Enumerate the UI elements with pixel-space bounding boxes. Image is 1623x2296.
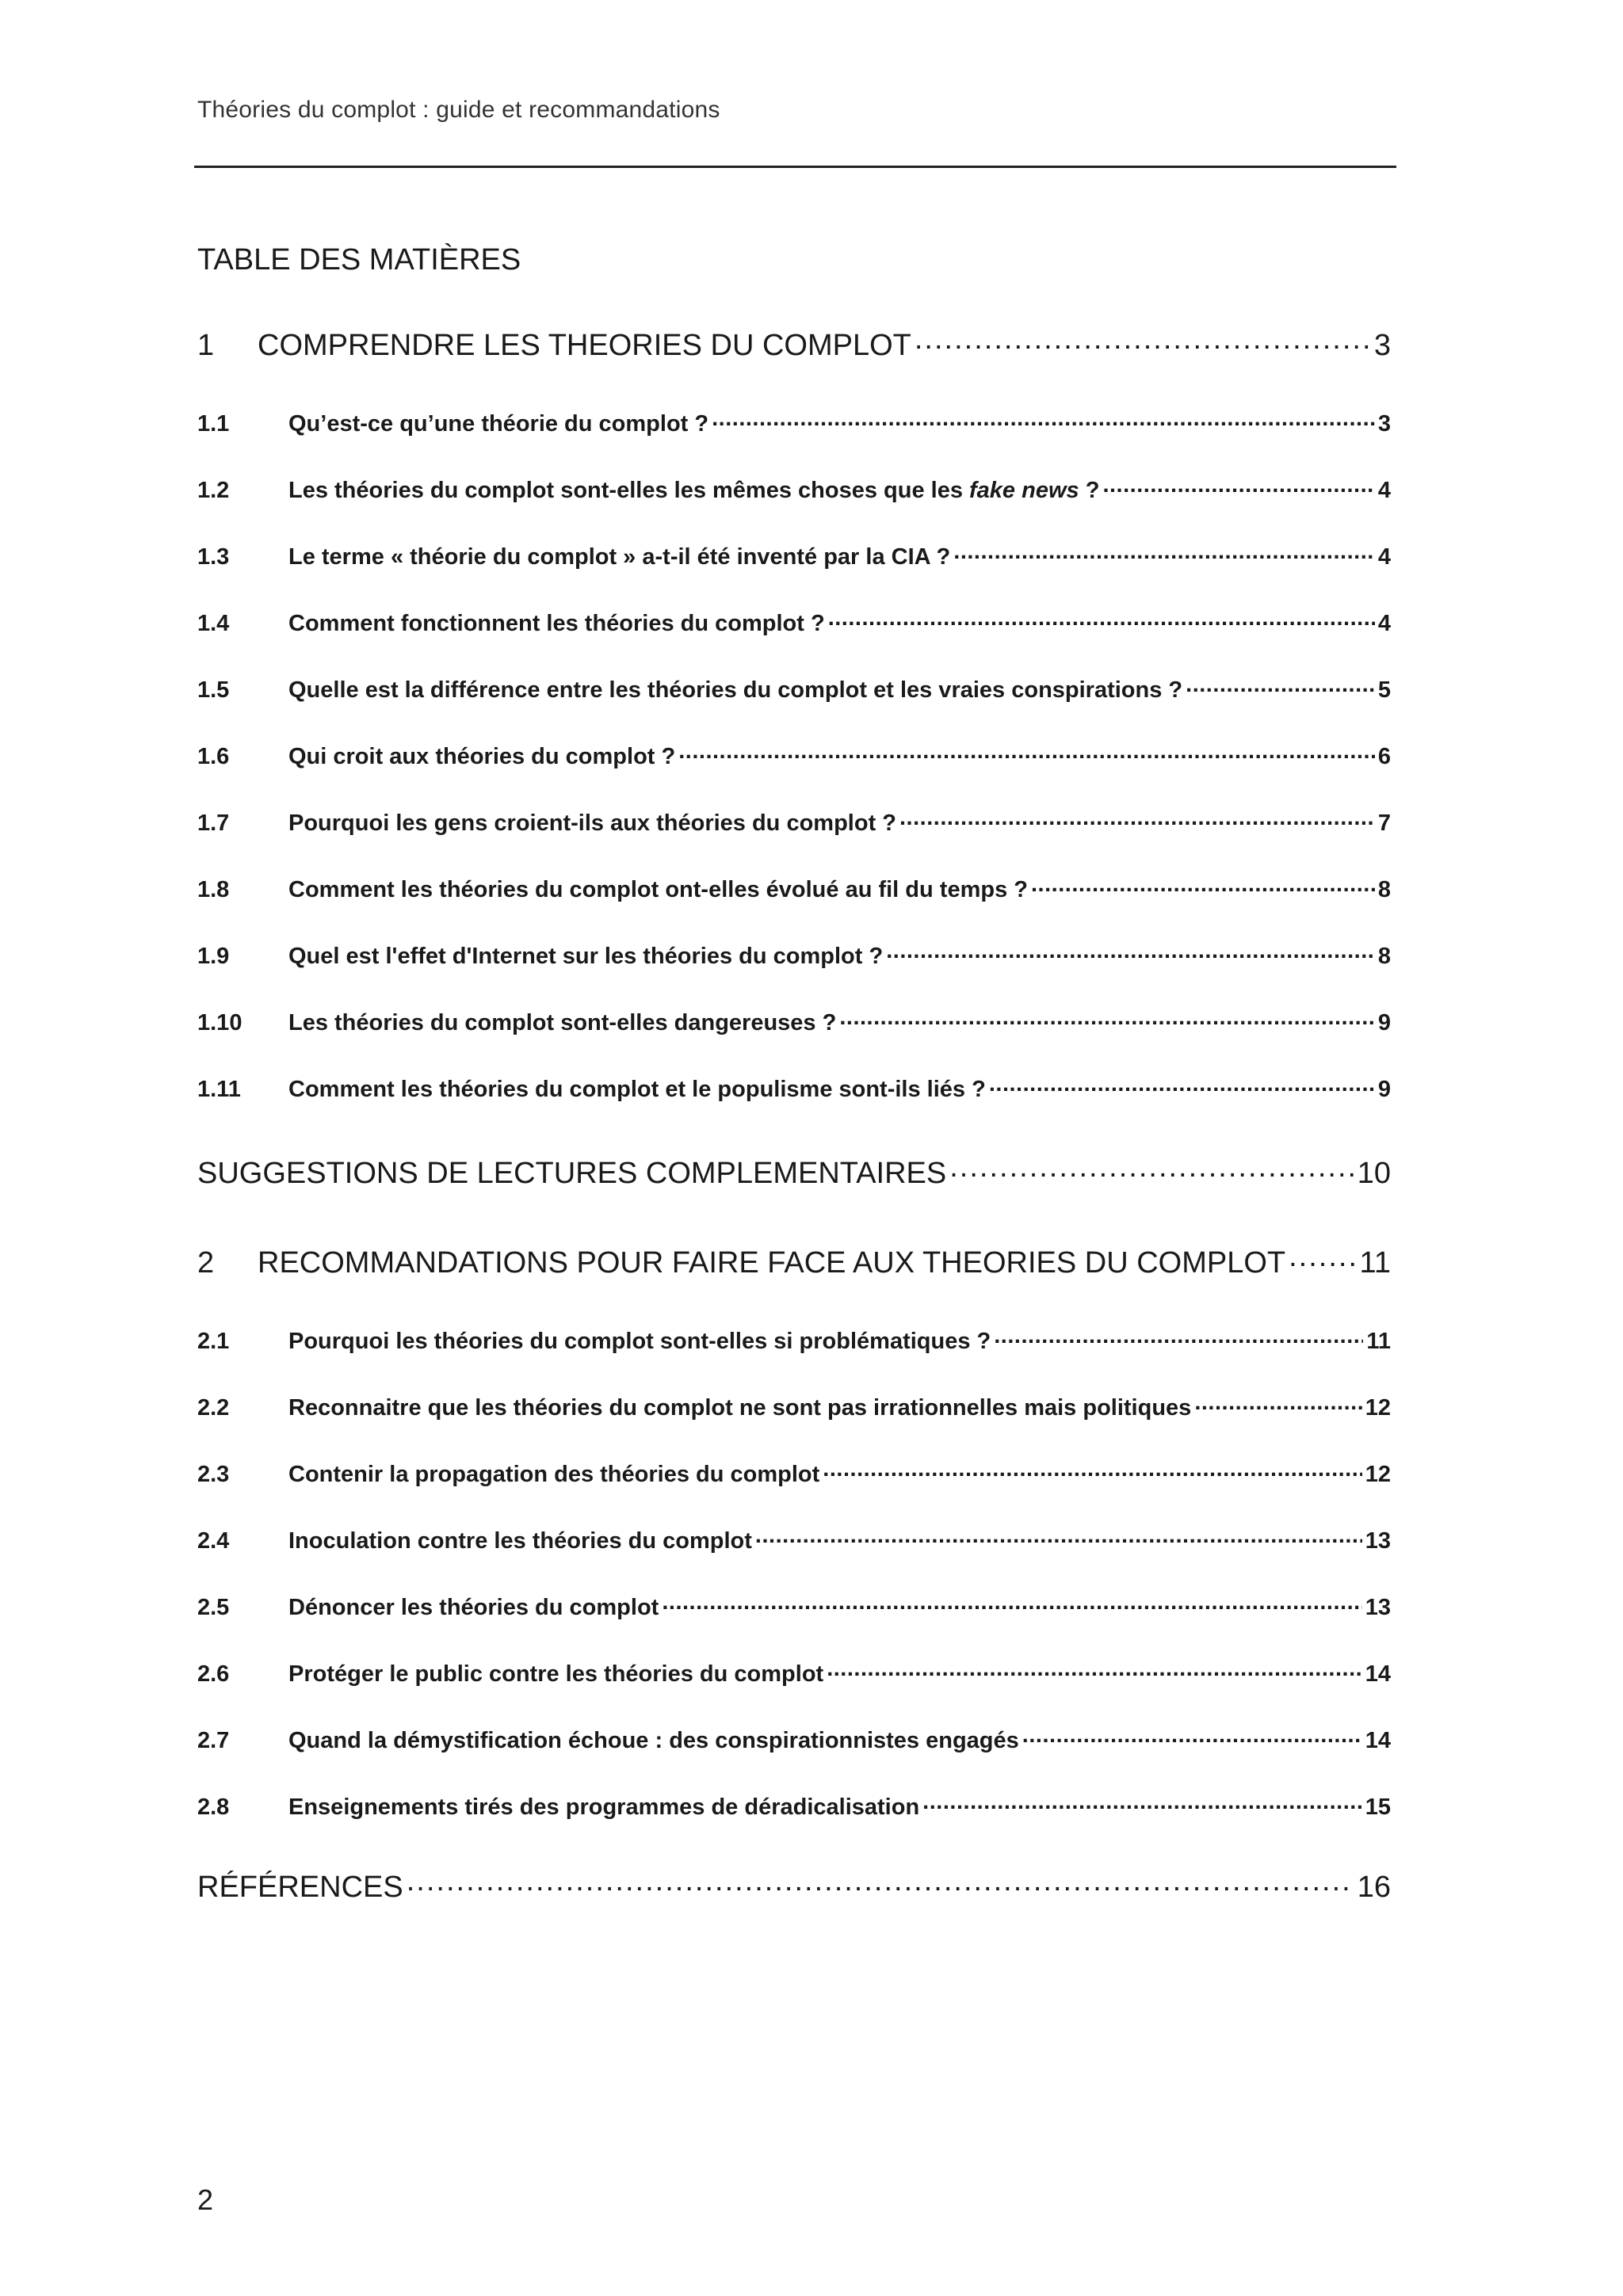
toc-entry-page: 9: [1377, 1077, 1391, 1102]
dot-leader: [915, 325, 1371, 355]
toc-entry-title: Comment les théories du complot ont-elles évolué au fil du temps ?: [288, 877, 1028, 902]
dot-leader: [712, 408, 1375, 431]
toc-entry-title: Contenir la propagation des théories du complot: [288, 1462, 820, 1487]
toc-entry[interactable]: [197, 325, 1391, 363]
toc-entry[interactable]: [197, 475, 1391, 504]
toc-entry-number: 2.7: [197, 1728, 230, 1753]
running-header: Théories du complot : guide et recommandations: [197, 97, 720, 123]
toc-entry-title: SUGGESTIONS DE LECTURES COMPLEMENTAIRES: [197, 1157, 947, 1190]
toc-entry-page: 8: [1377, 944, 1391, 969]
toc-entry-title: RÉFÉRENCES: [197, 1871, 403, 1904]
toc-entry-number: 2.2: [197, 1395, 230, 1421]
toc-entry-title: RECOMMANDATIONS POUR FAIRE FACE AUX THEORIES DU COMPLOT: [258, 1246, 1286, 1280]
dot-leader: [1289, 1242, 1356, 1272]
dot-leader: [922, 1791, 1362, 1814]
toc-entry-title: Qu’est-ce qu’une théorie du complot ?: [288, 411, 709, 437]
toc-entry-number: 2.5: [197, 1595, 230, 1620]
toc-entry-page: 8: [1377, 877, 1391, 902]
toc-entry-page: 6: [1377, 744, 1391, 769]
toc-entry-page: 13: [1365, 1528, 1391, 1554]
dot-leader: [839, 1007, 1375, 1030]
toc-entry-number: 1.3: [197, 544, 230, 570]
toc-entry-page: 7: [1377, 810, 1391, 836]
toc-entry-page: 16: [1357, 1871, 1391, 1904]
dot-leader: [827, 1658, 1362, 1681]
toc-entry-title: Quel est l'effet d'Internet sur les théories du complot ?: [288, 944, 884, 969]
toc-entry-title: Dénoncer les théories du complot: [288, 1595, 659, 1620]
dot-leader: [953, 541, 1375, 564]
toc-entry[interactable]: [197, 1459, 1391, 1488]
toc-entry-page: 11: [1366, 1329, 1391, 1354]
toc-entry-number: 2: [197, 1246, 215, 1280]
toc-heading: TABLE DES MATIÈRES: [197, 243, 521, 277]
toc-entry[interactable]: [197, 674, 1391, 704]
toc-entry-page: 4: [1377, 478, 1391, 503]
toc-entry-title: Pourquoi les théories du complot sont-elles si problématiques ?: [288, 1329, 991, 1354]
toc-entry[interactable]: [197, 1725, 1391, 1754]
toc-entry[interactable]: [197, 874, 1391, 903]
dot-leader: [407, 1867, 1354, 1897]
toc-entry[interactable]: [197, 1325, 1391, 1355]
toc-entry[interactable]: [197, 1525, 1391, 1554]
toc-entry-page: 14: [1365, 1728, 1391, 1753]
dot-leader: [828, 608, 1375, 631]
page-number: 2: [197, 2183, 214, 2216]
toc-entry-number: 1: [197, 329, 215, 362]
toc-entry-page: 12: [1365, 1395, 1391, 1421]
dot-leader: [886, 940, 1375, 963]
dot-leader: [899, 807, 1375, 830]
toc-entry-number: 1.8: [197, 877, 230, 902]
dot-leader: [994, 1325, 1363, 1348]
toc-entry[interactable]: [197, 1867, 1391, 1905]
toc-entry-page: 13: [1365, 1595, 1391, 1620]
toc-entry-page: 9: [1377, 1010, 1391, 1035]
toc-entry[interactable]: [197, 1592, 1391, 1621]
dot-leader: [1194, 1392, 1361, 1415]
dot-leader: [1186, 674, 1375, 697]
toc-entry-title: Le terme « théorie du complot » a-t-il été inventé par la CIA ?: [288, 544, 951, 570]
toc-entry-title: Reconnaitre que les théories du complot ne sont pas irrationnelles mais politiques: [288, 1395, 1192, 1421]
dot-leader: [678, 741, 1375, 764]
toc-entry-page: 5: [1377, 677, 1391, 703]
toc-entry-page: 12: [1365, 1462, 1391, 1487]
toc-entry-number: 2.1: [197, 1329, 230, 1354]
toc-entry[interactable]: [197, 1658, 1391, 1688]
dot-leader: [949, 1153, 1354, 1183]
toc-entry[interactable]: [197, 741, 1391, 770]
toc-entry[interactable]: [197, 1153, 1391, 1191]
toc-entry[interactable]: [197, 608, 1391, 637]
toc-entry-title: Quelle est la différence entre les théories du complot et les vraies conspirations ?: [288, 677, 1183, 703]
toc-entry[interactable]: [197, 940, 1391, 970]
toc-entry-page: 3: [1377, 411, 1391, 437]
toc-entry-title: Protéger le public contre les théories du complot: [288, 1661, 824, 1687]
toc-entry-page: 10: [1357, 1157, 1391, 1190]
toc-entry[interactable]: [197, 1392, 1391, 1421]
toc-entry-number: 2.6: [197, 1661, 230, 1687]
toc-entry-number: 1.11: [197, 1077, 241, 1102]
toc-entry-number: 1.1: [197, 411, 230, 437]
toc-entry-number: 2.4: [197, 1528, 230, 1554]
toc-entry-title: Les théories du complot sont-elles les mêmes choses que les fake news ?: [288, 478, 1100, 503]
toc-entry[interactable]: [197, 1074, 1391, 1103]
toc-entry-number: 1.4: [197, 611, 230, 636]
toc-entry-title: Comment fonctionnent les théories du complot ?: [288, 611, 825, 636]
toc-entry-title: Inoculation contre les théories du complot: [288, 1528, 752, 1554]
dot-leader: [1102, 475, 1374, 498]
toc-entry-page: 11: [1359, 1246, 1391, 1280]
dot-leader: [1022, 1725, 1362, 1748]
header-divider: [194, 166, 1396, 168]
toc-entry-number: 1.2: [197, 478, 230, 503]
toc-entry-title: Comment les théories du complot et le populisme sont-ils liés ?: [288, 1077, 986, 1102]
dot-leader: [989, 1074, 1375, 1097]
toc-entry[interactable]: [197, 1242, 1391, 1280]
toc-entry-number: 1.7: [197, 810, 230, 836]
toc-entry-title: Quand la démystification échoue : des conspirationnistes engagés: [288, 1728, 1019, 1753]
toc-entry-page: 15: [1365, 1794, 1391, 1820]
dot-leader: [755, 1525, 1362, 1548]
toc-entry-number: 2.3: [197, 1462, 230, 1487]
dot-leader: [823, 1459, 1361, 1482]
toc-entry[interactable]: [197, 541, 1391, 570]
toc-entry-number: 1.9: [197, 944, 230, 969]
toc-entry-page: 3: [1373, 329, 1391, 362]
toc-entry-number: 1.5: [197, 677, 230, 703]
toc-entry-number: 1.6: [197, 744, 230, 769]
toc-entry-title: Enseignements tirés des programmes de déradicalisation: [288, 1794, 920, 1820]
toc-entry-page: 14: [1365, 1661, 1391, 1687]
toc-entry-number: 1.10: [197, 1010, 242, 1035]
toc-entry[interactable]: [197, 408, 1391, 437]
toc-entry-page: 4: [1377, 544, 1391, 570]
toc-entry[interactable]: [197, 1791, 1391, 1821]
toc-entry-title: Qui croit aux théories du complot ?: [288, 744, 676, 769]
toc-entry-title: Pourquoi les gens croient-ils aux théories du complot ?: [288, 810, 896, 836]
dot-leader: [662, 1592, 1361, 1615]
toc-entry[interactable]: [197, 1007, 1391, 1036]
toc-entry[interactable]: [197, 807, 1391, 837]
dot-leader: [1031, 874, 1375, 897]
toc-entry-title: COMPRENDRE LES THEORIES DU COMPLOT: [258, 329, 911, 362]
toc-entry-title: Les théories du complot sont-elles dangereuses ?: [288, 1010, 837, 1035]
toc-entry-page: 4: [1377, 611, 1391, 636]
toc-entry-number: 2.8: [197, 1794, 230, 1820]
